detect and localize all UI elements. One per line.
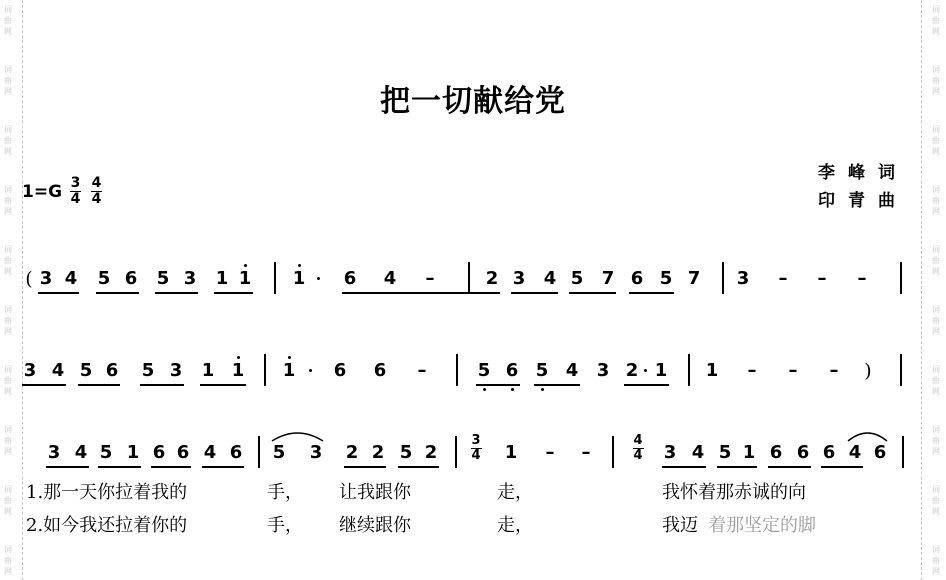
lyric-text: 走， <box>497 515 533 536</box>
note: 5 <box>272 442 286 463</box>
note: 3 <box>47 442 61 463</box>
eighth-beam <box>96 292 139 294</box>
watermark-text: 词曲网 <box>932 245 940 276</box>
note: 6 <box>796 442 810 463</box>
note: 3 <box>596 360 610 381</box>
note: 6 <box>343 268 357 289</box>
eighth-beam <box>662 466 706 468</box>
dash-extension: – <box>581 442 591 463</box>
repeat-parenthesis: ( <box>25 268 33 290</box>
watermark-text: 词曲网 <box>4 365 12 396</box>
note: 1 <box>742 442 756 463</box>
note: 5 <box>99 442 113 463</box>
note: 5 <box>399 442 413 463</box>
octave-dot-low <box>511 388 514 391</box>
note: 6 <box>873 442 887 463</box>
eighth-beam <box>344 466 386 468</box>
watermark-text: 词曲网 <box>4 425 12 456</box>
octave-dot-high <box>237 356 240 359</box>
lyric-text: 着那坚定的脚 <box>708 515 816 536</box>
time-sig-denominator: 4 <box>633 448 643 463</box>
augmentation-dot <box>317 277 320 280</box>
note: 3 <box>736 268 750 289</box>
eighth-beam <box>46 466 89 468</box>
note: 1 <box>231 360 245 381</box>
octave-dot-high <box>244 264 247 267</box>
eighth-beam <box>511 292 558 294</box>
eighth-beam <box>214 292 253 294</box>
watermark-text: 词曲网 <box>4 65 12 96</box>
time-sig-denominator: 4 <box>471 448 481 463</box>
eighth-beam <box>476 384 520 386</box>
eighth-beam <box>38 292 79 294</box>
lyric-segment <box>708 515 816 537</box>
note: 5 <box>477 360 491 381</box>
octave-dot-low <box>541 388 544 391</box>
slur-mark <box>271 428 324 442</box>
note: 2 <box>485 268 499 289</box>
note: 3 <box>39 268 53 289</box>
bar-line <box>456 354 458 386</box>
eighth-beam <box>151 466 191 468</box>
eighth-beam <box>155 292 198 294</box>
lyric-segment <box>26 482 187 504</box>
note: 2 <box>625 360 639 381</box>
watermark-text: 词曲网 <box>4 245 12 276</box>
time-sig-denominator: 4 <box>70 191 81 207</box>
note: 4 <box>203 442 217 463</box>
note: 1 <box>238 268 252 289</box>
eighth-beam <box>22 384 66 386</box>
note: 4 <box>51 360 65 381</box>
octave-dot-high <box>288 356 291 359</box>
note: 6 <box>176 442 190 463</box>
slur-mark <box>847 428 888 442</box>
bar-line <box>468 262 470 294</box>
composer-credit: 印青曲 <box>818 191 908 211</box>
eighth-beam <box>98 466 141 468</box>
key-label: 1=G <box>22 181 63 202</box>
note: 5 <box>141 360 155 381</box>
note: 1 <box>215 268 229 289</box>
note: 7 <box>687 268 701 289</box>
watermark-text: 词曲网 <box>4 305 12 336</box>
watermark-text: 词曲网 <box>932 125 940 156</box>
bar-line <box>264 354 266 386</box>
inline-time-signature <box>469 434 483 463</box>
eighth-beam <box>140 384 184 386</box>
note: 6 <box>769 442 783 463</box>
inline-time-signature <box>631 434 645 463</box>
repeat-parenthesis: ) <box>864 360 872 382</box>
lyric-segment <box>26 515 187 537</box>
note: 2 <box>424 442 438 463</box>
dash-extension: – <box>425 268 435 289</box>
lyric-segment <box>497 482 533 504</box>
watermark-text: 词曲网 <box>4 545 12 576</box>
bar-line <box>722 262 724 294</box>
note: 3 <box>663 442 677 463</box>
note: 3 <box>183 268 197 289</box>
time-sig-numerator: 4 <box>91 175 102 191</box>
note: 3 <box>23 360 37 381</box>
dash-extension: – <box>788 360 798 381</box>
note: 2 <box>371 442 385 463</box>
note: 4 <box>691 442 705 463</box>
note: 2 <box>345 442 359 463</box>
note: 6 <box>505 360 519 381</box>
eighth-beam <box>200 384 246 386</box>
dash-extension: – <box>747 360 757 381</box>
lyric-segment <box>662 515 698 537</box>
dash-extension: – <box>829 360 839 381</box>
note: 5 <box>535 360 549 381</box>
note: 4 <box>383 268 397 289</box>
note: 4 <box>74 442 88 463</box>
note: 5 <box>79 360 93 381</box>
note: 6 <box>124 268 138 289</box>
lyric-text: 我迈 <box>662 515 698 536</box>
lyric-segment <box>662 482 806 504</box>
watermark-text: 词曲网 <box>932 65 940 96</box>
note: 4 <box>543 268 557 289</box>
note: 6 <box>373 360 387 381</box>
note: 4 <box>848 442 862 463</box>
note: 4 <box>64 268 78 289</box>
bar-line <box>455 436 457 468</box>
note: 1 <box>126 442 140 463</box>
note: 6 <box>152 442 166 463</box>
watermark-text: 词曲网 <box>4 485 12 516</box>
augmentation-dot <box>309 369 312 372</box>
eighth-beam <box>624 384 669 386</box>
watermark-text: 词曲网 <box>932 485 940 516</box>
bar-line <box>902 436 904 468</box>
note: 1 <box>201 360 215 381</box>
time-sig-numerator: 4 <box>633 433 643 448</box>
octave-dot-high <box>298 264 301 267</box>
note: 1 <box>282 360 296 381</box>
note: 3 <box>309 442 323 463</box>
watermark-text: 词曲网 <box>932 365 940 396</box>
dash-extension: – <box>817 268 827 289</box>
note: 6 <box>630 268 644 289</box>
lyric-text: 手， <box>267 482 303 503</box>
eighth-beam <box>534 384 580 386</box>
lyric-text: 2.如今我还拉着你的 <box>26 515 188 536</box>
dash-extension: – <box>545 442 555 463</box>
watermark-text: 词曲网 <box>4 185 12 216</box>
lyric-segment <box>339 515 411 537</box>
note: 5 <box>97 268 111 289</box>
eighth-beam <box>78 384 120 386</box>
note: 1 <box>654 360 668 381</box>
note: 3 <box>169 360 183 381</box>
note: 5 <box>156 268 170 289</box>
note: 6 <box>333 360 347 381</box>
augmentation-dot <box>644 369 647 372</box>
lyric-text: 手， <box>267 515 303 536</box>
bar-line <box>274 262 276 294</box>
note: 1 <box>292 268 306 289</box>
watermark-text: 词曲网 <box>4 5 12 36</box>
bar-line <box>612 436 614 468</box>
lyric-text: 继续跟你 <box>339 515 411 536</box>
note: 6 <box>229 442 243 463</box>
bar-line <box>900 354 902 386</box>
bar-line <box>688 354 690 386</box>
watermark-text: 词曲网 <box>932 545 940 576</box>
note: 6 <box>822 442 836 463</box>
eighth-beam <box>768 466 811 468</box>
watermark-text: 词曲网 <box>4 125 12 156</box>
time-sig-denominator: 4 <box>91 191 102 207</box>
eighth-beam <box>202 466 244 468</box>
lyric-segment <box>497 515 533 537</box>
note: 4 <box>565 360 579 381</box>
eighth-beam <box>398 466 439 468</box>
watermark-text: 词曲网 <box>932 305 940 336</box>
note: 5 <box>570 268 584 289</box>
lyric-segment <box>267 482 303 504</box>
bar-line <box>258 436 260 468</box>
dash-extension: – <box>778 268 788 289</box>
watermark-text: 词曲网 <box>932 425 940 456</box>
note: 7 <box>601 268 615 289</box>
lyric-segment <box>267 515 303 537</box>
octave-dot-low <box>483 388 486 391</box>
note: 5 <box>659 268 673 289</box>
bar-line <box>900 262 902 294</box>
song-title: 把一切献给党 <box>380 84 566 119</box>
note: 5 <box>718 442 732 463</box>
eighth-beam <box>569 292 616 294</box>
dash-extension: – <box>857 268 867 289</box>
lyric-text: 让我跟你 <box>339 482 411 503</box>
note: 1 <box>504 442 518 463</box>
time-sig-numerator: 3 <box>70 175 81 191</box>
lyricist-credit: 李峰词 <box>818 163 908 183</box>
lyric-text: 1.那一天你拉着我的 <box>26 482 188 503</box>
note: 1 <box>705 360 719 381</box>
time-sig-numerator: 3 <box>471 433 481 448</box>
watermark-text: 词曲网 <box>932 5 940 36</box>
eighth-beam <box>821 466 863 468</box>
lyric-text: 走， <box>497 482 533 503</box>
lyric-text: 我怀着那赤诚的向 <box>662 482 806 503</box>
note: 6 <box>105 360 119 381</box>
note: 3 <box>512 268 526 289</box>
eighth-beam <box>717 466 757 468</box>
eighth-beam <box>629 292 674 294</box>
dash-extension: – <box>417 360 427 381</box>
lyric-segment <box>339 482 411 504</box>
eighth-beam <box>342 292 500 294</box>
watermark-text: 词曲网 <box>932 185 940 216</box>
